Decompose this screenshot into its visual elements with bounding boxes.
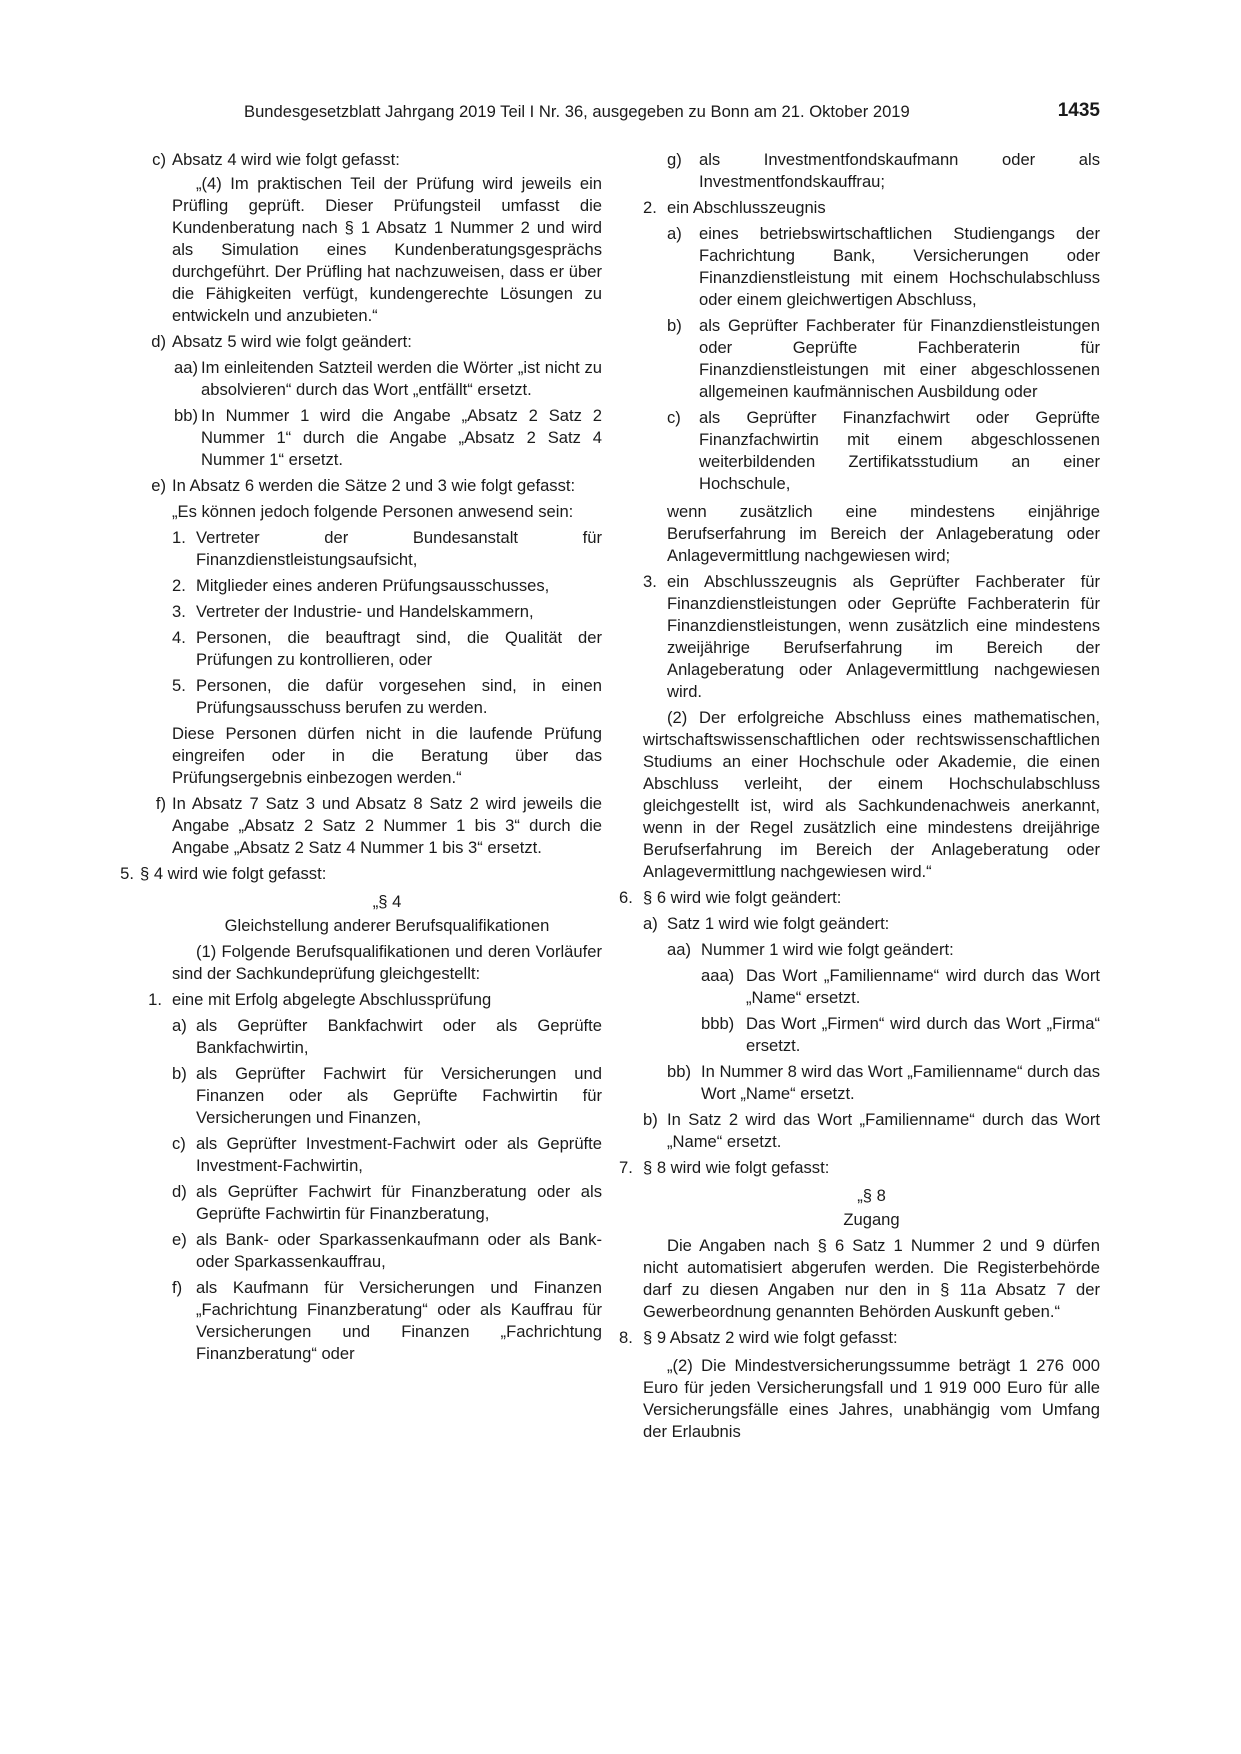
list-label: 2. <box>172 576 186 595</box>
page-number: 1435 <box>1057 100 1100 121</box>
list-text: eines betriebswirtschaftlichen Studiengangs der Fachrichtung Bank, Versicherungen oder Finanzdienstleistung mit einem Hochschulabschluss oder einem gleichwertigen Abschluss, <box>699 224 1100 309</box>
item-text: § 9 Absatz 2 wird wie folgt gefasst: <box>643 1328 898 1347</box>
item-text: Das Wort „Familienname“ wird durch das Wort „Name“ ersetzt. <box>746 966 1100 1007</box>
item-aa <box>643 939 1100 961</box>
item-bb <box>140 405 602 471</box>
running-header <box>244 99 1100 125</box>
list-label: a) <box>667 224 682 243</box>
list-item <box>140 1015 602 1059</box>
list-item <box>643 407 1100 495</box>
section-title: Zugang <box>843 1210 900 1229</box>
item-text: Absatz 4 wird wie folgt gefasst: <box>172 150 400 169</box>
item-label: 2. <box>643 198 657 217</box>
list-item <box>140 1277 602 1365</box>
item-text: § 8 wird wie folgt gefasst: <box>643 1158 830 1177</box>
list-text: als Geprüfter Fachwirt für Versicherungen und Finanzen oder als Geprüfte Fachwirtin für Versicherungen und Finanzen, <box>196 1064 602 1127</box>
list-text: Personen, die dafür vorgesehen sind, in einen Prüfungsausschuss berufen zu werden. <box>196 676 602 717</box>
list-label: c) <box>667 408 681 427</box>
item-aa <box>140 357 602 401</box>
item-7 <box>619 1157 1100 1179</box>
item-label: aa) <box>174 358 198 377</box>
list-text: als Bank- oder Sparkassenkaufmann oder als Bank- oder Sparkassenkauffrau, <box>196 1230 602 1271</box>
list-label: 3. <box>172 602 186 621</box>
item-5 <box>108 863 602 885</box>
item-text: Im einleitenden Satzteil werden die Wörter „ist nicht zu absolvieren“ durch das Wort „entfällt“ ersetzt. <box>201 358 602 399</box>
item-d <box>140 331 602 353</box>
item-aaa <box>643 965 1100 1009</box>
list-label: 1. <box>172 528 186 547</box>
section-paragraph: Die Angaben nach § 6 Satz 1 Nummer 2 und 9 dürfen nicht automatisiert abgerufen werden. Die Registerbehörde darf zu diesen Angaben nur den in § 11a Absatz 7 der Gewerbeordnung genannten Behörden Auskunft geben.“ <box>643 1236 1100 1321</box>
item-1 <box>140 989 602 1011</box>
item-2 <box>643 197 1100 219</box>
list-label: b) <box>667 316 682 335</box>
item-bbb <box>643 1013 1100 1057</box>
item-label: 6. <box>619 888 633 907</box>
paragraph-1: (1) Folgende Berufsqualifikationen und deren Vorläufer sind der Sachkundeprüfung gleichgestellt: <box>172 942 602 983</box>
list-item <box>667 149 1100 193</box>
item-text: Absatz 5 wird wie folgt geändert: <box>172 332 412 351</box>
list-label: e) <box>172 1230 187 1249</box>
quoted-paragraph: „(2) Die Mindestversicherungssumme beträgt 1 276 000 Euro für jeden Versicherungsfall und 1 919 000 Euro für alle Versicherungsfälle eines Jahres, unabhängig vom Umfang der Erlaubnis <box>643 1356 1100 1441</box>
item-text: In Absatz 6 werden die Sätze 2 und 3 wie folgt gefasst: <box>172 476 576 495</box>
list-item <box>140 1063 602 1129</box>
item-label: d) <box>151 332 166 351</box>
section-title: Gleichstellung anderer Berufsqualifikationen <box>224 916 550 935</box>
item-bb <box>643 1061 1100 1105</box>
list-item <box>140 1133 602 1177</box>
list-item <box>643 315 1100 403</box>
list-item <box>140 527 602 571</box>
list-item <box>140 1229 602 1273</box>
list-label: b) <box>172 1064 187 1083</box>
item-label: 3. <box>643 572 657 591</box>
item-label: c) <box>152 150 166 169</box>
left-column <box>120 149 602 1365</box>
list-text: als Geprüfter Investment-Fachwirt oder als Geprüfte Investment-Fachwirtin, <box>196 1134 602 1175</box>
list-text: als Geprüfter Finanzfachwirt oder Geprüfte Finanzfachwirtin mit einem abgeschlossenen weiterbildenden Zertifikatsstudium an einer Hochschule, <box>699 408 1100 493</box>
list-item <box>140 601 602 623</box>
item-label: 1. <box>148 990 162 1009</box>
list-text: als Investmentfondskaufmann oder als Investmentfondskauffrau; <box>699 150 1100 191</box>
list-label: 5. <box>172 676 186 695</box>
item-text: eine mit Erfolg abgelegte Abschlussprüfung <box>172 990 492 1009</box>
list-text: Mitglieder eines anderen Prüfungsausschusses, <box>196 576 550 595</box>
header-title: Bundesgesetzblatt Jahrgang 2019 Teil I Nr. 36, ausgegeben zu Bonn am 21. Oktober 2019 <box>244 102 910 121</box>
list-label: g) <box>667 150 682 169</box>
list-label: 4. <box>172 628 186 647</box>
item-c <box>140 149 602 171</box>
list-label: d) <box>172 1182 187 1201</box>
item-6 <box>619 887 1100 909</box>
list-item <box>140 575 602 597</box>
quoted-intro: „Es können jedoch folgende Personen anwesend sein: <box>172 502 574 521</box>
list-label: a) <box>172 1016 187 1035</box>
item-text: In Absatz 7 Satz 3 und Absatz 8 Satz 2 wird jeweils die Angabe „Absatz 2 Satz 2 Nummer 1 bis 3“ durch die Angabe „Absatz 2 Satz 4 Nummer 1 bis 3“ ersetzt. <box>172 794 602 857</box>
list-item <box>643 223 1100 311</box>
item-text: In Nummer 8 wird das Wort „Familienname“ durch das Wort „Name“ ersetzt. <box>701 1062 1100 1103</box>
item-label: aaa) <box>701 966 735 985</box>
item-label: aa) <box>667 940 691 959</box>
item-text: ein Abschlusszeugnis <box>667 198 826 217</box>
item-text: In Nummer 1 wird die Angabe „Absatz 2 Satz 2 Nummer 1“ durch die Angabe „Absatz 2 Satz 4 Nummer 1“ ersetzt. <box>201 406 602 469</box>
list-text: Personen, die beauftragt sind, die Qualität der Prüfungen zu kontrollieren, oder <box>196 628 602 669</box>
item-text: ein Abschlusszeugnis als Geprüfter Fachberater für Finanzdienstleistungen oder Geprüfte Fachberaterin für Finanzdienstleistungen, wenn zusätzlich eine mindestens zweijährige Berufserfahrung im Bereich der Anlageberatung oder Anlagevermittlung nachgewiesen wird. <box>667 572 1100 701</box>
list-text: als Geprüfter Bankfachwirt oder als Geprüfte Bankfachwirtin, <box>196 1016 602 1057</box>
section-heading: „§ 4 <box>372 892 402 911</box>
item-text: § 6 wird wie folgt geändert: <box>643 888 842 907</box>
right-column <box>619 149 1100 1443</box>
list-text: Vertreter der Industrie- und Handelskammern, <box>196 602 534 621</box>
item-label: bb) <box>667 1062 691 1081</box>
quoted-paragraph: „(4) Im praktischen Teil der Prüfung wird jeweils ein Prüfling geprüft. Dieser Prüfungsteil umfasst die Kundenberatung nach § 1 Absatz 1 Nummer 2 und wird als Simulation eines Kundenberatungsgesprächs durchgeführt. Der Prüfling hat nachzuweisen, dass er über die Fähigkeiten verfügt, kundengerechte Lösungen zu entwickeln und anzubieten.“ <box>172 174 602 325</box>
list-item <box>140 675 602 719</box>
paragraph-2: (2) Der erfolgreiche Abschluss eines mathematischen, wirtschaftswissenschaftlichen oder rechtswissenschaftlichen Studiums an einer Hochschule oder Akademie, die einen Abschluss verleiht, der einem Hochschulabschluss gleichgestellt ist, wird als Sachkundenachweis anerkannt, wenn in der Regel zusätzlich eine mindestens dreijährige Berufserfahrung im Bereich der Anlageberatung oder Anlagevermittlung nachgewiesen wird.“ <box>643 708 1100 881</box>
list-text: als Geprüfter Fachwirt für Finanzberatung oder als Geprüfte Fachwirtin für Finanzberatung, <box>196 1182 602 1223</box>
item-label: 7. <box>619 1158 633 1177</box>
item-label: e) <box>151 476 166 495</box>
item-label: b) <box>643 1110 658 1129</box>
list-item <box>140 1181 602 1225</box>
item-text: § 4 wird wie folgt gefasst: <box>140 864 327 883</box>
item-label: bb) <box>174 406 198 425</box>
item-text: Nummer 1 wird wie folgt geändert: <box>701 940 954 959</box>
item-label: f) <box>155 794 166 813</box>
item-label: a) <box>643 914 658 933</box>
list-label: f) <box>172 1278 183 1297</box>
item-e <box>140 475 602 497</box>
item-label: 5. <box>120 864 134 883</box>
item-label: 8. <box>619 1328 633 1347</box>
item-a <box>643 913 1100 935</box>
item-f <box>140 793 602 859</box>
item-8 <box>619 1327 1100 1349</box>
closing-paragraph: wenn zusätzlich eine mindestens einjährige Berufserfahrung im Bereich der Anlageberatung oder Anlagevermittlung nachgewiesen wird; <box>667 502 1100 565</box>
item-text: Satz 1 wird wie folgt geändert: <box>667 914 890 933</box>
item-b <box>643 1109 1100 1153</box>
list-text: als Geprüfter Fachberater für Finanzdienstleistungen oder Geprüfte Fachberaterin für Finanzdienstleistungen mit einer abgeschlossenen allgemeinen kaufmännischen Ausbildung oder <box>699 316 1100 401</box>
item-text: In Satz 2 wird das Wort „Familienname“ durch das Wort „Name“ ersetzt. <box>667 1110 1100 1151</box>
list-text: Vertreter der Bundesanstalt für Finanzdienstleistungsaufsicht, <box>196 528 602 569</box>
item-label: bbb) <box>701 1014 735 1033</box>
section-heading: „§ 8 <box>857 1186 886 1205</box>
list-label: c) <box>172 1134 186 1153</box>
item-text: Das Wort „Firmen“ wird durch das Wort „Firma“ ersetzt. <box>746 1014 1100 1055</box>
list-item <box>140 627 602 671</box>
closing-paragraph: Diese Personen dürfen nicht in die laufende Prüfung eingreifen oder in die Beratung über das Prüfungsergebnis einbezogen werden.“ <box>172 724 602 787</box>
item-3 <box>643 571 1100 703</box>
list-text: als Kaufmann für Versicherungen und Finanzen „Fachrichtung Finanzberatung“ oder als Kauffrau für Versicherungen und Finanzen „Fachrichtung Finanzberatung“ oder <box>196 1278 602 1363</box>
